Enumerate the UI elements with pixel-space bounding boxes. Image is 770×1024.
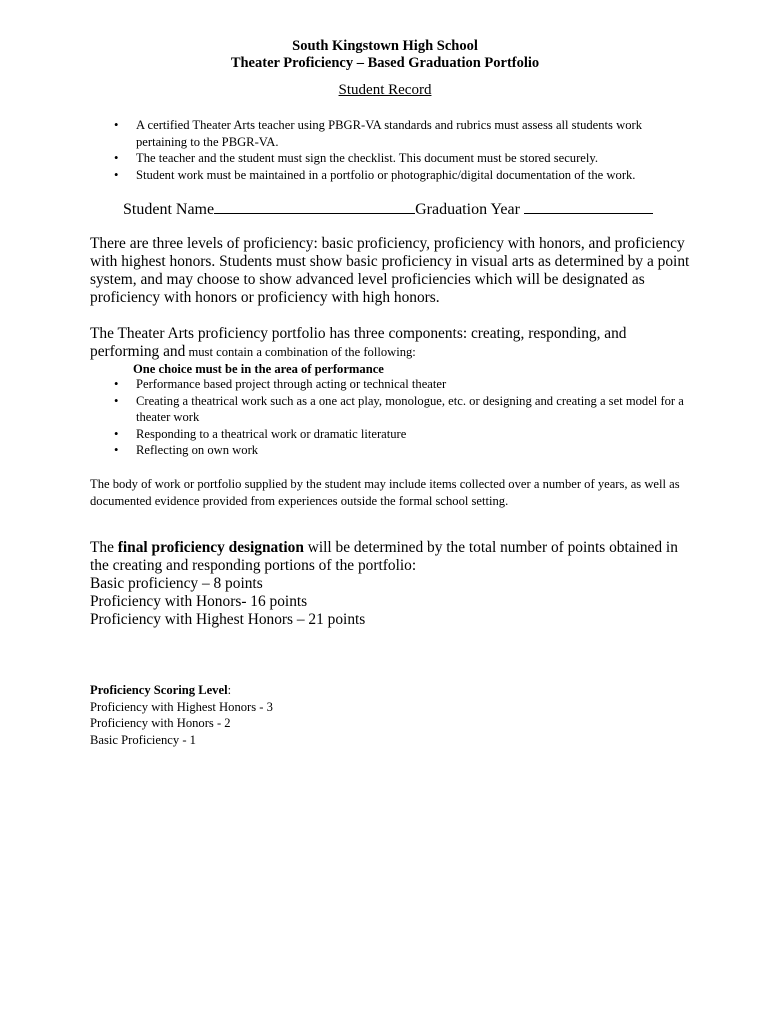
scoring-levels bbox=[90, 682, 273, 748]
scoring-heading-colon: : bbox=[227, 683, 232, 697]
scoring-heading-text: Proficiency Scoring Level bbox=[90, 683, 228, 697]
final-suffix: will be determined by the total number of points obtained in the creating and responding portions of the portfolio: bbox=[90, 539, 678, 574]
components-paragraph bbox=[90, 325, 690, 361]
graduation-year-label: Graduation Year bbox=[415, 201, 520, 218]
points-levels bbox=[90, 575, 365, 629]
final-bold-term: final proficiency designation bbox=[117, 539, 304, 556]
components-bullet-list bbox=[114, 376, 694, 459]
student-name-field[interactable] bbox=[214, 199, 415, 214]
scoring-level-highest-honors: Proficiency with Highest Honors - 3 bbox=[90, 699, 273, 714]
points-level-honors: Proficiency with Honors- 16 points bbox=[90, 593, 308, 610]
components-lead-small: must contain a combination of the following: bbox=[185, 345, 416, 359]
portfolio-title: Theater Proficiency – Based Graduation Portfolio bbox=[230, 55, 540, 71]
intro-bullet-list bbox=[114, 117, 694, 183]
school-title: South Kingstown High School bbox=[292, 38, 478, 54]
list-item: • Creating a theatrical work such as a one act play, monologue, etc. or designing and creating a set model for a theater work bbox=[114, 393, 694, 426]
scoring-heading bbox=[90, 682, 273, 699]
student-name-label: Student Name bbox=[123, 201, 215, 218]
list-item: • Responding to a theatrical work or dramatic literature bbox=[114, 426, 694, 443]
proficiency-levels-paragraph: There are three levels of proficiency: basic proficiency, proficiency with honors, and proficiency with highest honors. Students must show basic proficiency in visual arts as determined by a point system, and may choose to show advanced level proficiencies which will be designated as proficiency with honors or proficiency with high honors. bbox=[90, 235, 690, 306]
list-item: • The teacher and the student must sign the checklist. This document must be stored securely. bbox=[114, 150, 694, 167]
components-lead: The Theater Arts proficiency portfolio has three components: creating, responding, and performing and bbox=[90, 325, 627, 360]
student-record-heading: Student Record bbox=[338, 82, 432, 98]
list-item: • Performance based project through acting or technical theater bbox=[114, 376, 694, 393]
scoring-level-honors: Proficiency with Honors - 2 bbox=[90, 716, 231, 730]
student-info-line bbox=[123, 199, 653, 219]
final-prefix: The bbox=[90, 539, 118, 556]
scoring-level-basic: Basic Proficiency - 1 bbox=[90, 732, 196, 747]
list-item: • Student work must be maintained in a portfolio or photographic/digital documentation of the work. bbox=[114, 167, 694, 184]
performance-choice-note: One choice must be in the area of performance bbox=[133, 362, 384, 376]
final-designation-paragraph bbox=[90, 539, 690, 575]
body-of-work-paragraph: The body of work or portfolio supplied by the student may include items collected over a number of years, as well as documented evidence provided from experiences outside the formal school setting. bbox=[90, 477, 680, 508]
list-item: • Reflecting on own work bbox=[114, 442, 694, 459]
points-level-basic: Basic proficiency – 8 points bbox=[90, 575, 263, 592]
graduation-year-field[interactable] bbox=[524, 199, 653, 214]
points-level-highest-honors: Proficiency with Highest Honors – 21 points bbox=[90, 611, 366, 628]
list-item: • A certified Theater Arts teacher using PBGR-VA standards and rubrics must assess all students work pertaining to the PBGR-VA. bbox=[114, 117, 694, 150]
